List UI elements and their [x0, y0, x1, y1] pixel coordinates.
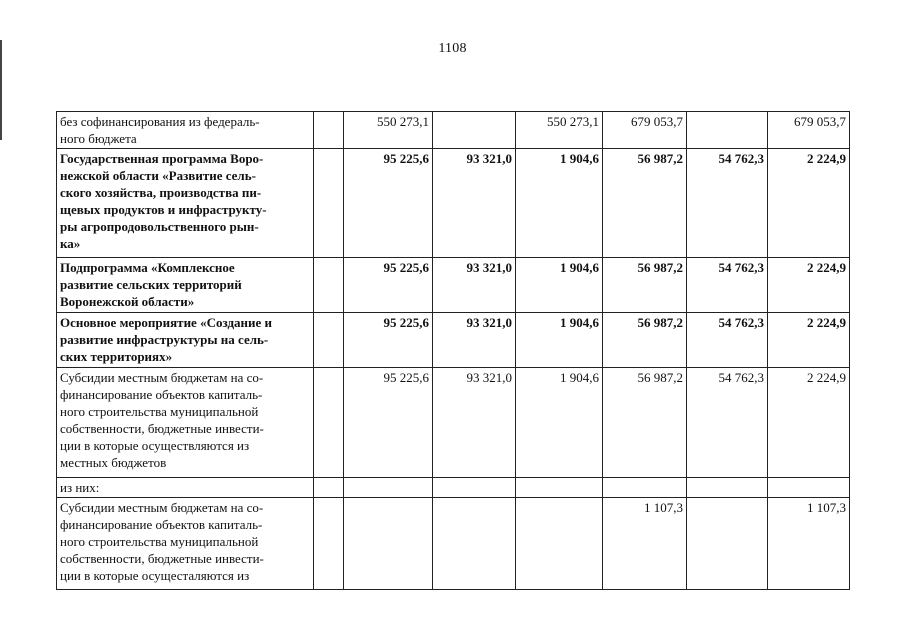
row-value-cell: 93 321,0 — [433, 149, 516, 258]
row-value-cell: 2 224,9 — [768, 313, 850, 368]
row-name-cell — [57, 149, 314, 258]
row-name-cell — [57, 313, 314, 368]
row-value-cell — [344, 478, 433, 498]
row-value-cell: 550 273,1 — [516, 112, 603, 149]
row-value-cell: 95 225,6 — [344, 258, 433, 313]
row-value-cell: 54 762,3 — [687, 368, 768, 478]
row-value-cell: 1 107,3 — [603, 498, 687, 590]
row-value-cell: 54 762,3 — [687, 149, 768, 258]
row-value-cell: 56 987,2 — [603, 149, 687, 258]
row-value-cell: 2 224,9 — [768, 149, 850, 258]
row-blank-cell — [314, 498, 344, 590]
row-name-text: без софинансирования из федераль- ного бюджета — [60, 114, 260, 146]
row-name-text: Субсидии местным бюджетам на со- финансирование объектов капиталь- ного строительства муниципальной собственности, бюджетные инвести- ции в которые осущесталяются из — [60, 500, 264, 583]
row-value-cell: 56 987,2 — [603, 258, 687, 313]
row-value-cell: 1 904,6 — [516, 313, 603, 368]
row-blank-cell — [314, 478, 344, 498]
table-row — [57, 258, 850, 313]
table-row — [57, 478, 850, 498]
row-value-cell: 56 987,2 — [603, 368, 687, 478]
row-name-text: из них: — [60, 480, 100, 495]
row-blank-cell — [314, 313, 344, 368]
page-number: 1108 — [438, 41, 467, 56]
row-value-cell: 1 904,6 — [516, 149, 603, 258]
row-name-cell — [57, 478, 314, 498]
row-value-cell: 54 762,3 — [687, 313, 768, 368]
row-value-cell — [687, 498, 768, 590]
row-value-cell — [603, 478, 687, 498]
row-value-cell — [516, 498, 603, 590]
row-value-cell — [687, 112, 768, 149]
row-name-text: Государственная программа Воро- нежской области «Развитие сель- ского хозяйства, производства пи- щевых продуктов и инфраструкту- ры агропродовольственного рын- ка» — [60, 151, 267, 251]
table-row — [57, 498, 850, 590]
row-value-cell: 1 904,6 — [516, 368, 603, 478]
row-name-cell — [57, 498, 314, 590]
row-blank-cell — [314, 112, 344, 149]
budget-table — [56, 111, 850, 590]
row-value-cell: 54 762,3 — [687, 258, 768, 313]
budget-table-body — [57, 112, 850, 590]
table-row — [57, 149, 850, 258]
row-value-cell: 95 225,6 — [344, 313, 433, 368]
row-name-text: Субсидии местным бюджетам на со- финансирование объектов капиталь- ного строительства муниципальной собственности, бюджетные инвести- ции в которые осуществляются из местных бюджетов — [60, 370, 264, 470]
row-name-cell — [57, 368, 314, 478]
row-value-cell: 93 321,0 — [433, 368, 516, 478]
row-value-cell: 95 225,6 — [344, 149, 433, 258]
row-name-text: Основное мероприятие «Создание и развитие инфраструктуры на сель- ских территориях» — [60, 315, 273, 364]
row-value-cell: 1 107,3 — [768, 498, 850, 590]
row-value-cell — [768, 478, 850, 498]
row-value-cell: 95 225,6 — [344, 368, 433, 478]
row-value-cell — [433, 112, 516, 149]
table-row — [57, 112, 850, 149]
row-value-cell — [433, 498, 516, 590]
table-row — [57, 368, 850, 478]
row-value-cell — [687, 478, 768, 498]
row-value-cell — [433, 478, 516, 498]
row-value-cell — [344, 498, 433, 590]
row-value-cell: 679 053,7 — [603, 112, 687, 149]
row-value-cell: 56 987,2 — [603, 313, 687, 368]
row-value-cell: 2 224,9 — [768, 368, 850, 478]
row-value-cell: 550 273,1 — [344, 112, 433, 149]
row-name-text: Подпрограмма «Комплексное развитие сельских территорий Воронежской области» — [60, 260, 242, 309]
row-value-cell — [516, 478, 603, 498]
row-value-cell: 679 053,7 — [768, 112, 850, 149]
row-name-cell — [57, 112, 314, 149]
row-value-cell: 1 904,6 — [516, 258, 603, 313]
row-value-cell: 93 321,0 — [433, 258, 516, 313]
row-blank-cell — [314, 258, 344, 313]
row-value-cell: 2 224,9 — [768, 258, 850, 313]
row-name-cell — [57, 258, 314, 313]
row-blank-cell — [314, 149, 344, 258]
row-blank-cell — [314, 368, 344, 478]
table-row — [57, 313, 850, 368]
row-value-cell: 93 321,0 — [433, 313, 516, 368]
